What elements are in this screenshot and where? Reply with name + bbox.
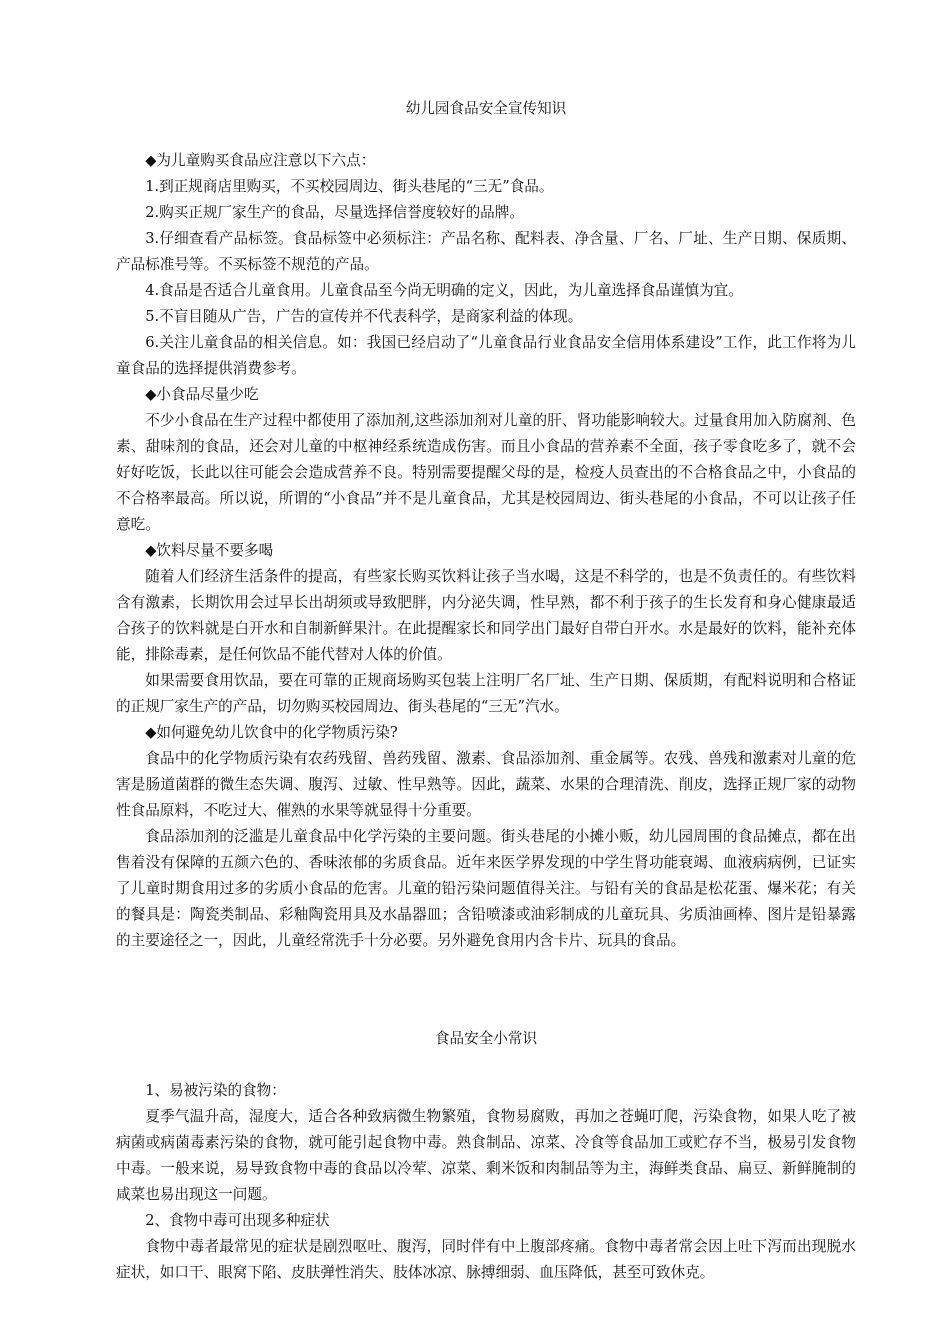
paragraph: 5.不盲目随从广告，广告的宣传并不代表科学，是商家利益的体现。	[145, 308, 583, 325]
section-title: 幼儿园食品安全宣传知识	[405, 100, 567, 117]
paragraph: 如果需要食用饮品，要在可靠的正规商场购买包装上注明厂名厂址、生产日期、保质期，有配料说明和合格证的正规厂家生产的产品，切勿购买校园周边、街头巷尾的“三无”汽水。	[116, 672, 856, 715]
paragraph: 夏季气温升高，湿度大，适合各种致病微生物繁殖，食物易腐败，再加之苍蝇叮爬，污染食物，如果人吃了被病菌或病菌毒素污染的食物，就可能引起食物中毒。熟食制品、凉菜、冷食等食品加工或贮存不当，极易引发食物中毒。一般来说，易导致食物中毒的食品以冷荤、凉菜、剩米饭和肉制品等为主，海鲜类食品、扁豆、新鲜腌制的咸菜也易出现这一问题。	[116, 1108, 856, 1203]
paragraph: 不少小食品在生产过程中都使用了添加剂,这些添加剂对儿童的肝、肾功能影响较大。过量食用加入防腐剂、色素、甜味剂的食品，还会对儿童的中枢神经系统造成伤害。而且小食品的营养素不全面，孩子零食吃多了，就不会好好吃饭，长此以往可能会会造成营养不良。特别需要提醒父母的是，检疫人员查出的不合格食品之中，小食品的不合格率最高。所以说，所谓的“小食品”并不是儿童食品，尤其是校园周边、街头巷尾的小食品，不可以让孩子任意吃。	[116, 412, 856, 533]
paragraph: ◆为儿童购买食品应注意以下六点：	[145, 152, 376, 169]
paragraph: ◆饮料尽量不要多喝	[145, 542, 274, 559]
paragraph: 1.到正规商店里购买，不买校园周边、街头巷尾的“三无”食品。	[145, 178, 554, 195]
paragraph: 食品添加剂的泛滥是儿童食品中化学污染的主要问题。街头巷尾的小摊小贩，幼儿园周围的食品摊点，都在出售着没有保障的五颜六色的、香味浓郁的劣质食品。近年来医学界发现的中学生肾功能衰竭、血液病病例，已证实了儿童时期食用过多的劣质小食品的危害。儿童的铅污染问题值得关注。与铅有关的食品是松花蛋、爆米花；有关的餐具是：陶瓷类制品、彩釉陶瓷用具及水晶器皿；含铅喷漆或油彩制成的儿童玩具、劣质油画棒、图片是铅暴露的主要途径之一，因此，儿童经常洗手十分必要。另外避免食用内含卡片、玩具的食品。	[116, 828, 856, 949]
paragraph: 食品中的化学物质污染有农药残留、兽药残留、激素、食品添加剂、重金属等。农残、兽残和激素对儿童的危害是肠道菌群的微生态失调、腹泻、过敏、性早熟等。因此，蔬菜、水果的合理清洗、削皮，选择正规厂家的动物性食品原料，不吃过大、催熟的水果等就显得十分重要。	[116, 750, 856, 819]
paragraph: 食物中毒者最常见的症状是剧烈呕吐、腹泻，同时伴有中上腹部疼痛。食物中毒者常会因上吐下泻而出现脱水症状，如口干、眼窝下陷、皮肤弹性消失、肢体冰凉、脉搏细弱、血压降低，甚至可致休克。	[116, 1238, 856, 1281]
paragraph: 3.仔细查看产品标签。食品标签中必须标注：产品名称、配料表、净含量、厂名、厂址、生产日期、保质期、产品标准号等。不买标签不规范的产品。	[116, 230, 856, 273]
paragraph: 随着人们经济生活条件的提高，有些家长购买饮料让孩子当水喝，这是不科学的，也是不负责任的。有些饮料含有激素，长期饮用会过早长出胡须或导致肥胖，内分泌失调，性早熟，都不利于孩子的生长发育和身心健康最适合孩子的饮料就是白开水和自制新鲜果汁。在此提醒家长和同学出门最好自带白开水。水是最好的饮料，能补充体能，排除毒素，是任何饮品不能代替对人体的价值。	[116, 568, 856, 663]
section-kindergarten-food-safety	[116, 96, 856, 954]
paragraph: 4.食品是否适合儿童食用。儿童食品至今尚无明确的定义，因此，为儿童选择食品谨慎为宜。	[145, 282, 743, 299]
paragraph: ◆小食品尽量少吃	[145, 386, 259, 403]
paragraph: 2、食物中毒可出现多种症状	[145, 1212, 330, 1229]
paragraph: 6.关注儿童食品的相关信息。如：我国已经启动了“儿童食品行业食品安全信用体系建设”工作，此工作将为儿童食品的选择提供消费参考。	[116, 334, 856, 377]
paragraph: ◆如何避免幼儿饮食中的化学物质污染?	[145, 724, 398, 741]
paragraph: 2.购买正规厂家生产的食品，尽量选择信誉度较好的品牌。	[145, 204, 524, 221]
document-page	[116, 96, 856, 1286]
section-title: 食品安全小常识	[434, 1030, 538, 1047]
section-food-safety-tips	[116, 1026, 856, 1286]
paragraph: 1、易被污染的食物：	[145, 1082, 286, 1099]
